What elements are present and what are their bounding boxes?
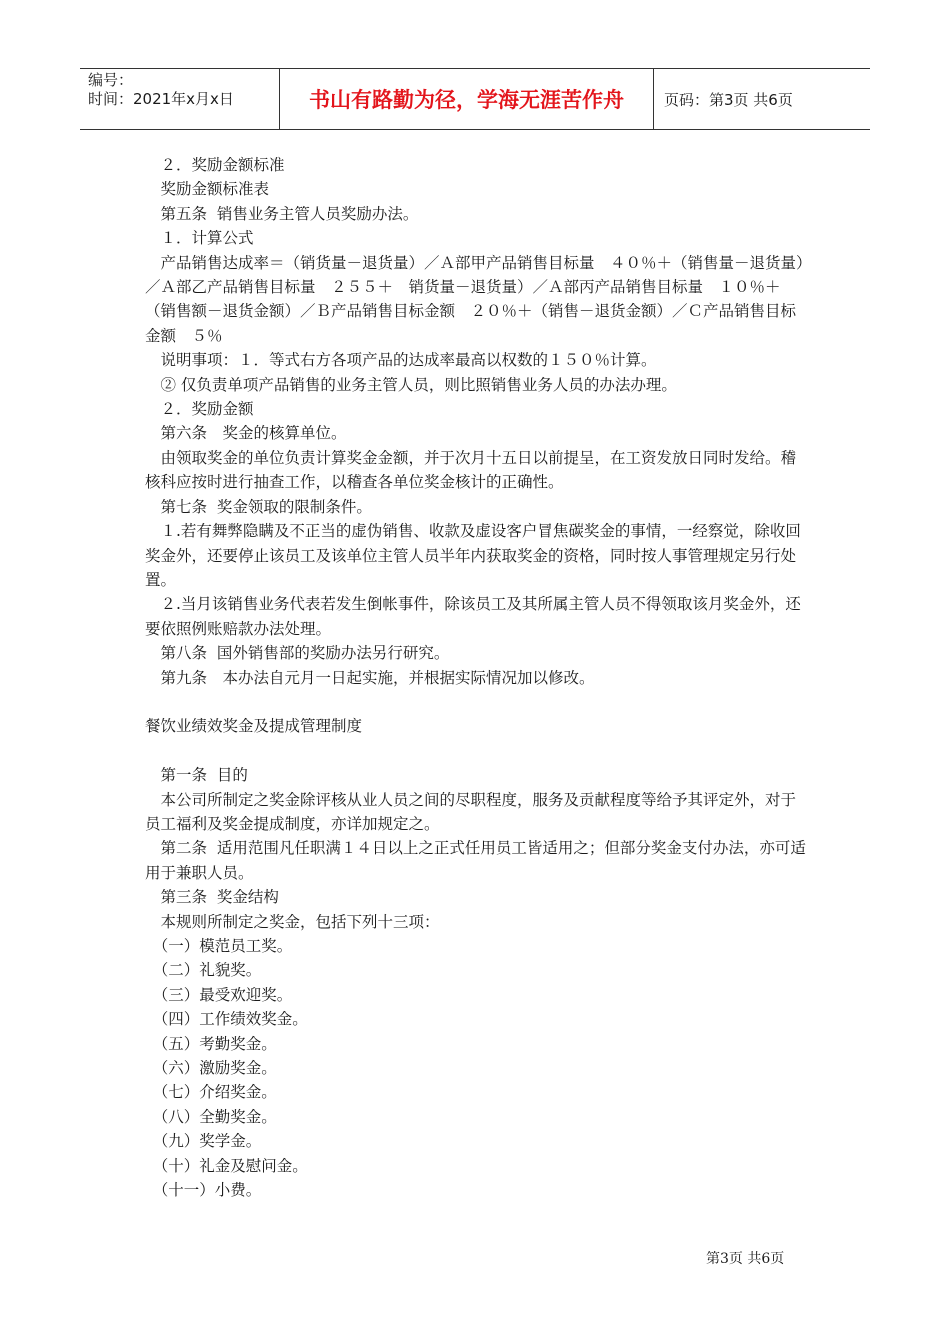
paragraph: 第七条 奖金领取的限制条件。 [145, 497, 372, 516]
paragraph: 第八条 国外销售部的奖励办法另行研究。 [145, 644, 450, 663]
paragraph: 第三条 奖金结构 [145, 888, 279, 907]
paragraph: ２.当月该销售业务代表若发生倒帐事件，除该员工及其所属主管人员不得领取该月奖金外，还要依照例账赔款办法处理。 [145, 595, 801, 638]
list-item: （八）全勤奖金。 [145, 1107, 277, 1126]
paragraph: 本规则所制定之奖金，包括下列十三项： [145, 912, 440, 931]
list-item: （六）激励奖金。 [145, 1059, 277, 1077]
header-meta [80, 69, 280, 129]
paragraph: ２．奖励金额标准 [145, 156, 285, 174]
blank-line [145, 690, 810, 714]
paragraph: 由领取奖金的单位负责计算奖金金额，并于次月十五日以前提呈，在工资发放日同时发给。稽核科应按时进行抽查工作，以稽查各单位奖金核计的正确性。 [145, 448, 797, 492]
paragraph: 产品销售达成率＝（销货量－退货量）／Ａ部甲产品销售目标量 ４０％＋（销售量－退货量）／Ａ部乙产品销售目标量 ２５５＋ 销货量－退货量）／Ａ部丙产品销售目标量 １０％＋（销售额－退货金额）／Ｂ产品销售目标金额 ２０％＋（销售－退货金额）／Ｃ产品销售目标金额 ５％ [145, 253, 804, 345]
list-item: （五）考勤奖金。 [145, 1034, 277, 1053]
list-item: （十一）小费。 [145, 1181, 262, 1200]
paragraph: 第九条 本办法自元月一日起实施，并根据实际情况加以修改。 [145, 668, 595, 687]
paragraph: 第一条 目的 [145, 766, 248, 785]
paragraph: 第六条 奖金的核算单位。 [145, 424, 347, 443]
section-title: 餐饮业绩效奖金及提成管理制度 [145, 717, 363, 736]
list-item: （一）模范员工奖。 [145, 936, 293, 955]
blank-line [145, 739, 810, 763]
paragraph: ② 仅负责单项产品销售的业务主管人员，则比照销售业务人员的办法办理。 [145, 375, 677, 394]
paragraph: 奖励金额标准表 [145, 180, 270, 199]
paragraph: １．计算公式 [145, 229, 254, 248]
header-page-number: 页码：第3页 共6页 [664, 90, 793, 109]
header-motto: 书山有路勤为径，学海无涯苦作舟 [280, 69, 654, 129]
paragraph: 第五条 销售业务主管人员奖励办法。 [145, 204, 419, 223]
list-item: （四）工作绩效奖金。 [145, 1010, 308, 1029]
page-header [80, 68, 870, 130]
paragraph: 本公司所制定之奖金除评核从业人员之间的尽职程度，服务及贡献程度等给予其评定外，对于员工福利及奖金提成制度，亦详加规定之。 [145, 790, 797, 833]
list-item: （九）奖学金。 [145, 1132, 262, 1151]
list-item: （十）礼金及慰问金。 [145, 1156, 308, 1175]
document-number-label: 编号： [88, 71, 134, 89]
list-item: （三）最受欢迎奖。 [145, 985, 293, 1004]
document-time-label: 时间：2021年x月x日 [88, 90, 234, 108]
paragraph: 说明事项：１．等式右方各项产品的达成率最高以权数的１５０％计算。 [145, 351, 657, 370]
list-item: （二）礼貌奖。 [145, 961, 262, 980]
document-body [145, 153, 810, 1202]
page-footer: 第3页 共6页 [706, 1251, 785, 1267]
list-item: （七）介绍奖金。 [145, 1083, 277, 1102]
paragraph: 第二条 适用范围凡任职满１４日以上之正式任用员工皆适用之；但部分奖金支付办法，亦可适用于兼职人员。 [145, 839, 806, 882]
paragraph: ２．奖励金额 [145, 400, 254, 419]
paragraph: １.若有舞弊隐瞒及不正当的虚伪销售、收款及虚设客户冒焦碳奖金的事情，一经察觉，除收回奖金外，还要停止该员工及该单位主管人员半年内获取奖金的资格，同时按人事管理规定另行处置。 [145, 522, 801, 589]
